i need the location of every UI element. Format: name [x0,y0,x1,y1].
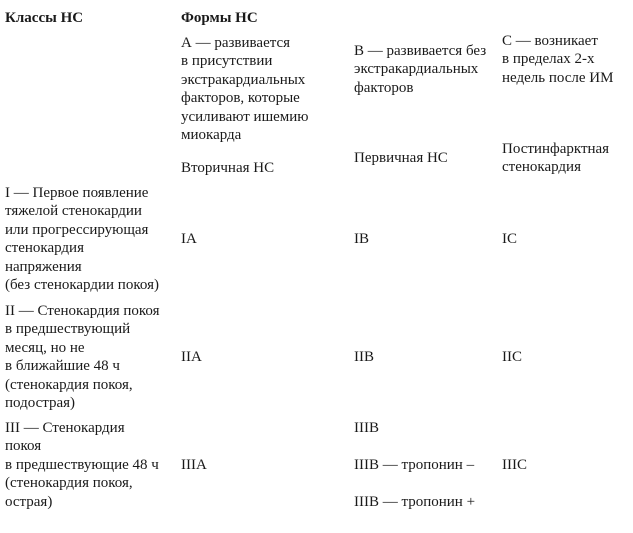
form-b-name: Первичная НС [354,150,448,166]
header-classes: Классы НС [5,10,84,26]
row-class-ii: II — Стенокардия покоя в предшествующий месяц, но не в ближайшие 48 ч (стенокардия покоя, подострая) [5,303,160,412]
cell-iiib-troponin-positive: IIIB — тропонин + [354,494,476,510]
cell-iiib: IIIB [354,420,379,436]
header-forms: Формы НС [181,10,258,26]
row-class-iii: III — Стенокардия покоя в предшествующие 48 ч (стенокардия покоя, острая) [5,420,159,510]
cell-iia: IIA [181,349,202,365]
cell-iiic: IIIC [502,457,527,473]
cell-iiib-troponin-negative: IIIB — тропонин – [354,457,475,473]
cell-ib: IB [354,231,369,247]
form-a-name: Вторичная НС [181,160,275,176]
cell-iic: IIC [502,349,522,365]
form-b-description: В — развивается без экстракардиальных факторов [354,43,487,96]
row-class-i: I — Первое появление тяжелой стенокардии или прогрессирующая стенокардия напряжения (без стенокардии покоя) [5,185,159,294]
form-c-description: С — возникает в пределах 2-х недель после ИМ [502,33,614,86]
form-a-description: А — развивается в присутствии экстракардиальных факторов, которые усиливают ишемию миокарда [181,35,309,144]
cell-ia: IA [181,231,197,247]
cell-iiia: IIIA [181,457,207,473]
form-c-name: Постинфарктная стенокардия [502,141,610,176]
cell-iib: IIB [354,349,374,365]
cell-ic: IC [502,231,517,247]
